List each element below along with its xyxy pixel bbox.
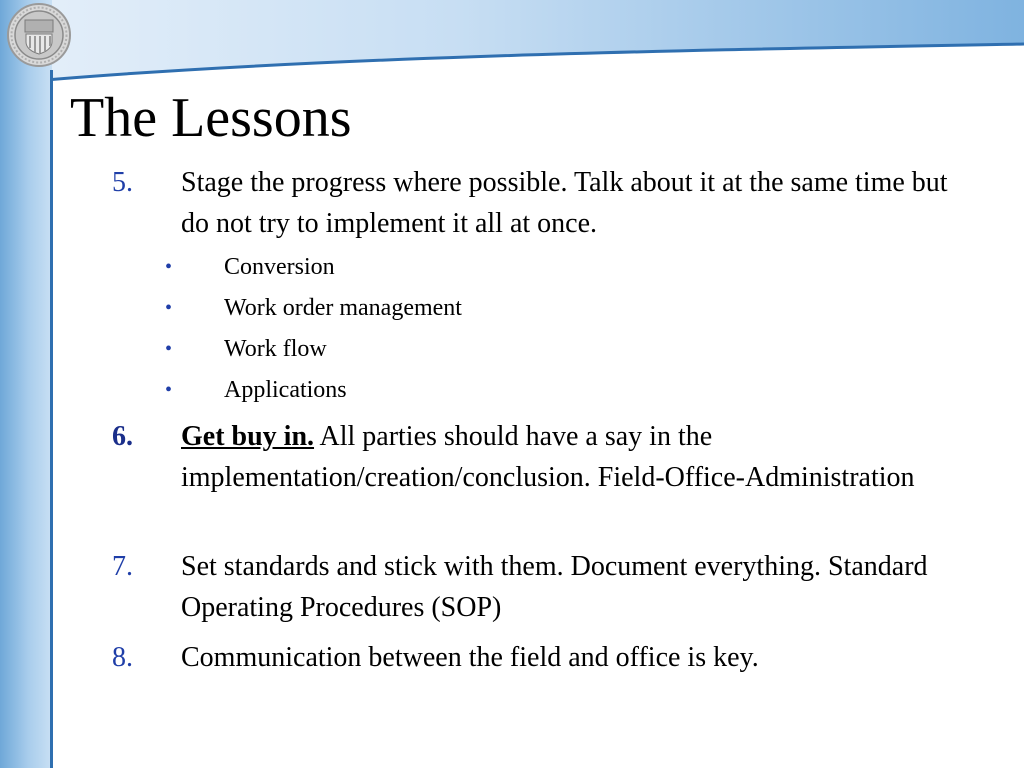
item-text: Set standards and stick with them. Document everything. Standard Operating Procedures (SOP) [181,551,928,623]
sub-item-text: Work flow [224,336,327,362]
item-number: 6. [112,421,133,452]
item-text: Communication between the field and office is key. [181,642,759,673]
sub-item-text: Applications [224,377,347,403]
sub-item-text: Conversion [224,254,335,280]
bullet-icon: • [165,379,173,401]
bullet-icon: • [165,297,173,319]
header-band [0,0,1024,92]
item-lead-text: Get buy in. [181,421,315,452]
sub-item-text: Work order management [224,295,462,321]
bullet-icon: • [165,338,173,360]
bullet-icon: • [165,256,173,278]
item-text: All parties should have a say in the implementation/creation/conclusion. Field-Office-Administration [181,421,915,493]
item-number: 7. [112,551,133,582]
item-text-block [181,416,981,498]
slide-title: The Lessons [70,87,352,149]
item-number: 5. [112,167,133,198]
emblem-seal-icon [6,2,72,68]
item-text: Stage the progress where possible. Talk about it at the same time but do not try to implement it all at once. [181,167,948,239]
item-number: 8. [112,642,133,673]
left-band-divider [50,70,53,768]
left-sidebar-band [0,0,52,768]
